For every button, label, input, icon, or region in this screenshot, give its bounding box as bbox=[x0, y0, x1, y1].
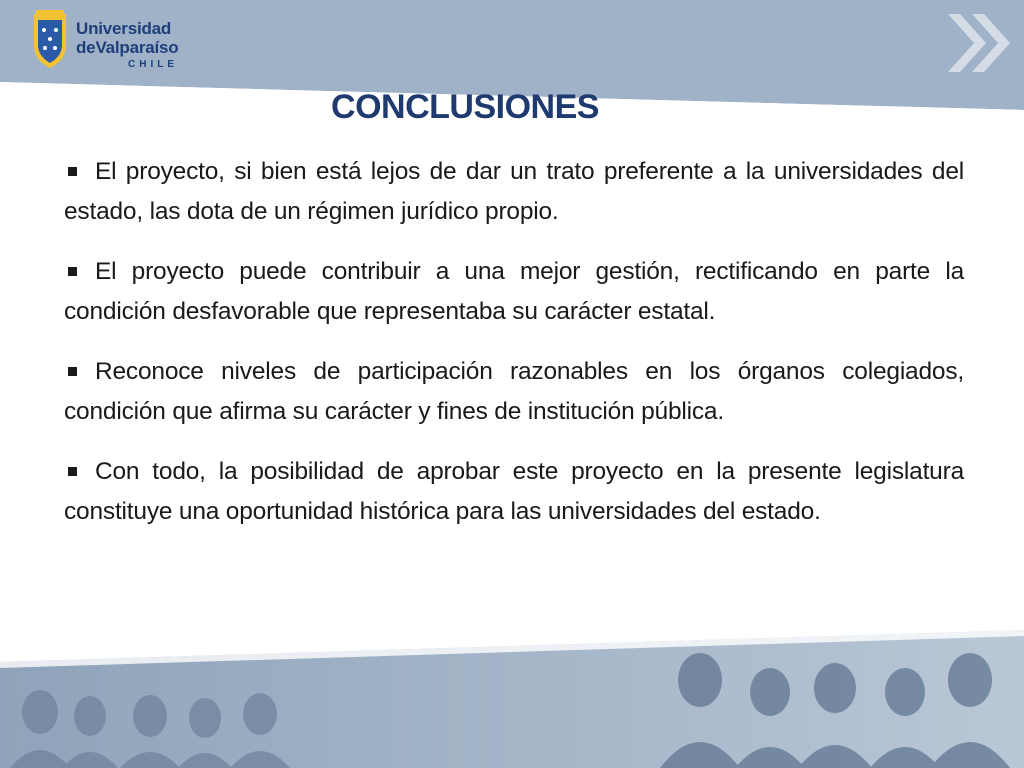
bullet-text: El proyecto, si bien está lejos de dar un trato preferente a la universidades del estado, las dota de un régimen jurídico propio. bbox=[64, 158, 964, 225]
square-bullet-icon bbox=[68, 467, 77, 476]
square-bullet-icon bbox=[68, 167, 77, 176]
bullet-text: Reconoce niveles de participación razonables en los órganos colegiados, condición que afirma su carácter y fines de institución pública. bbox=[64, 358, 964, 425]
bullet-text: Con todo, la posibilidad de aprobar este proyecto en la presente legislatura constituye una oportunidad histórica para las universidades del estado. bbox=[64, 458, 964, 525]
logo-text-line1: Universidad bbox=[76, 19, 172, 38]
bullet-list bbox=[64, 152, 964, 552]
double-chevron-right-icon bbox=[944, 8, 1014, 78]
university-logo bbox=[30, 8, 190, 78]
square-bullet-icon bbox=[68, 367, 77, 376]
logo-text-line3: CHILE bbox=[128, 59, 178, 70]
bullet-text: El proyecto puede contribuir a una mejor gestión, rectificando en parte la condición desfavorable que representaba su carácter estatal. bbox=[64, 258, 964, 325]
bottom-photo-band bbox=[0, 620, 1024, 768]
bullet-item bbox=[64, 252, 964, 332]
slide-title: CONCLUSIONES bbox=[331, 88, 599, 126]
logo-text-line2: deValparaíso bbox=[76, 38, 179, 57]
bullet-item bbox=[64, 152, 964, 232]
bullet-item bbox=[64, 452, 964, 532]
university-shield-icon bbox=[30, 8, 70, 70]
bullet-item bbox=[64, 352, 964, 432]
square-bullet-icon bbox=[68, 267, 77, 276]
